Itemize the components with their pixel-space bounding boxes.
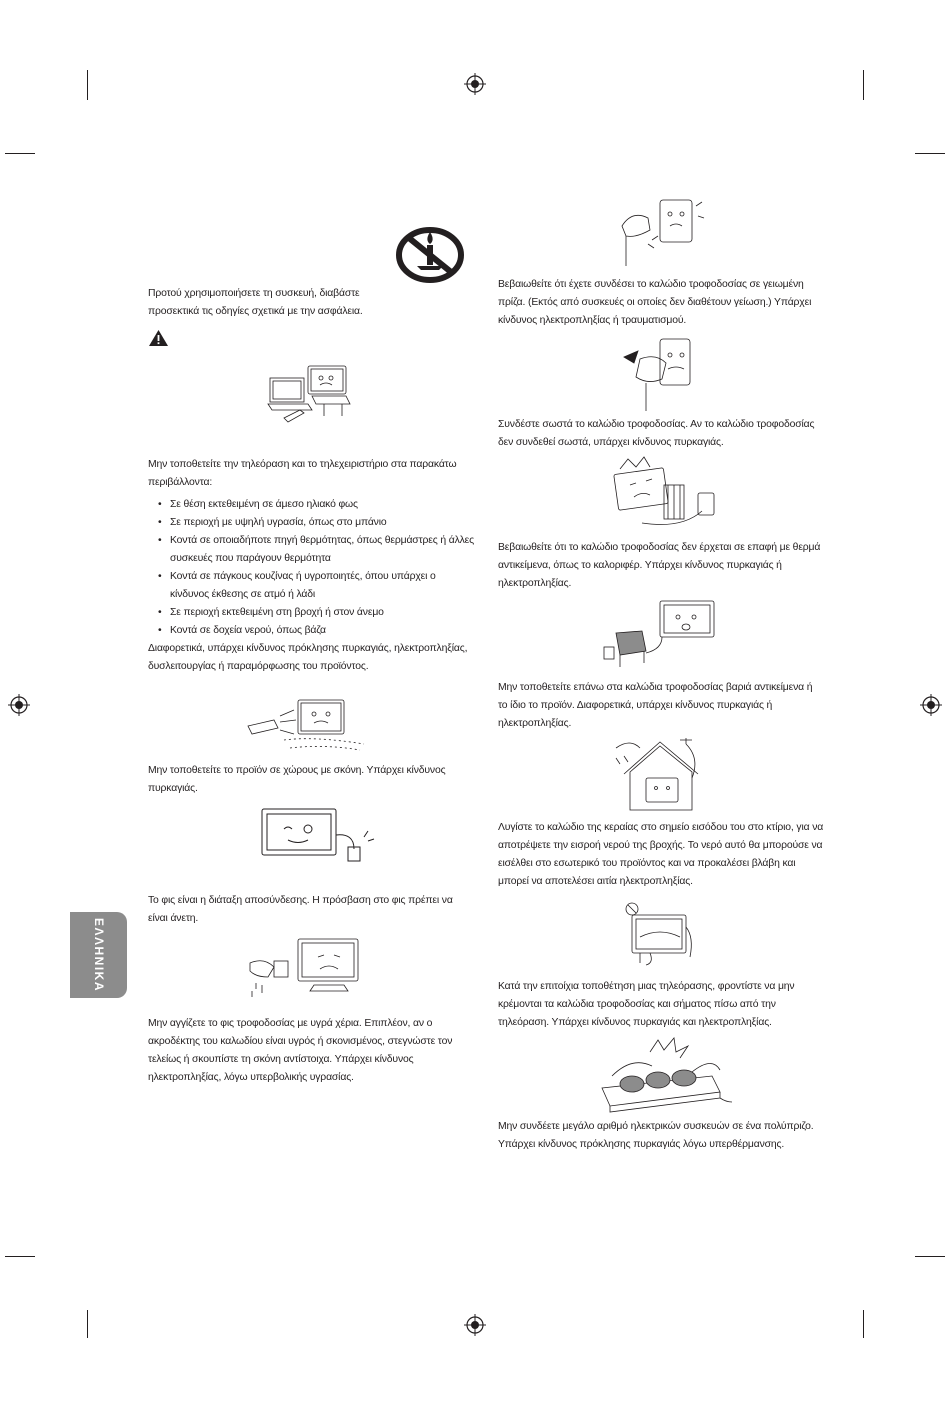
list-item: • Κοντά σε οποιαδήποτε πηγή θερμότητας, όπως θερμάστρες ή άλλες συσκευές που παράγουν θερμότητα xyxy=(148,532,474,568)
grounded-outlet-illustration xyxy=(612,196,706,270)
heavy-objects-text: Μην τοποθετείτε επάνω στα καλώδια τροφοδοσίας βαριά αντικείμενα ή το ίδιο το προϊόν. Διαφορετικά, υπάρχει κίνδυνος πυρκαγιάς ή ηλεκτροπληξίας. xyxy=(498,682,813,729)
dust-text: Μην τοποθετείτε το προϊόν σε χώρους με σκόνη. Υπάρχει κίνδυνος πυρκαγιάς. xyxy=(148,765,446,794)
wall-mount-illustration xyxy=(620,897,700,967)
tv-remote-environment-illustration xyxy=(264,360,354,430)
wet-hands-text: Μην αγγίζετε το φις τροφοδοσίας με υγρά χέρια. Επιπλέον, αν ο ακροδέκτης του καλωδίου είναι υγρός ή σκονισμένος, στεγνώστε τον τελείως ή σκουπίστε τη σκόνη αντίστοιχα. Υπάρχει κίνδυνος ηλεκτροπληξίας, λόγω υπερβολικής υγρασίας. xyxy=(148,1018,453,1083)
plug-access-text: Το φις είναι η διάταξη αποσύνδεσης. Η πρόσβαση στο φις πρέπει να είναι άνετη. xyxy=(148,895,453,924)
crop-mark xyxy=(87,1310,88,1338)
registration-mark-icon xyxy=(464,73,486,95)
power-strip-illustration xyxy=(592,1036,732,1116)
language-tab-label: ΕΛΛΗΝΙΚΑ xyxy=(91,917,106,993)
crop-mark xyxy=(5,1256,35,1257)
list-item: • Σε περιοχή εκτεθειμένη στη βροχή ή στον άνεμο xyxy=(148,604,474,622)
crop-mark xyxy=(863,1310,864,1338)
hot-objects-illustration xyxy=(602,455,722,535)
registration-mark-icon xyxy=(8,694,30,716)
crop-mark xyxy=(915,153,945,154)
power-strip-text: Μην συνδέετε μεγάλο αριθμό ηλεκτρικών συσκευών σε ένα πολύπριζο. Υπάρχει κίνδυνος πρόκλησης πυρκαγιάς λόγω υπερθέρμανσης. xyxy=(498,1121,814,1150)
plug-access-illustration xyxy=(250,805,380,869)
no-candle-icon xyxy=(395,226,465,284)
heavy-objects-illustration xyxy=(602,597,722,673)
env-outro-text: Διαφορετικά, υπάρχει κίνδυνος πρόκλησης πυρκαγιάς, ηλεκτροπληξίας, δυσλειτουργίας ή παραμόρφωσης του προϊόντος. xyxy=(148,643,468,672)
crop-mark xyxy=(915,1256,945,1257)
list-item: • Κοντά σε πάγκους κουζίνας ή υγροποιητές, όπου υπάρχει ο κίνδυνος έκθεσης σε ατμό ή λάδι xyxy=(148,568,474,604)
connect-correctly-text: Συνδέστε σωστά το καλώδιο τροφοδοσίας. Αν το καλώδιο τροφοδοσίας δεν συνδεθεί σωστά, υπάρχει κίνδυνος πυρκαγιάς. xyxy=(498,419,815,448)
warning-icon xyxy=(148,329,169,347)
wet-hands-illustration xyxy=(244,933,374,1003)
antenna-text: Λυγίστε το καλώδιο της κεραίας στο σημείο εισόδου του στο κτίριο, για να αποτρέψετε την εισροή νερού της βροχής. Το νερό αυτό θα μπορούσε να εισέλθει στο εσωτερικό του προϊόντος και να προκαλέσει βλάβη και μπορεί να αποτελέσει αιτία ηλεκτροπληξίας. xyxy=(498,822,824,887)
intro-text: Προτού χρησιμοποιήσετε τη συσκευή, διαβάστε προσεκτικά τις οδηγίες σχετικά με την ασφάλεια. xyxy=(148,288,363,317)
registration-mark-icon xyxy=(464,1314,486,1336)
hot-objects-text: Βεβαιωθείτε ότι το καλώδιο τροφοδοσίας δεν έρχεται σε επαφή με θερμά αντικείμενα, όπως το καλοριφέρ. Υπάρχει κίνδυνος πυρκαγιάς ή ηλεκτροπληξίας. xyxy=(498,542,821,589)
crop-mark xyxy=(863,70,864,100)
registration-mark-icon xyxy=(920,694,942,716)
antenna-house-illustration xyxy=(610,738,710,814)
wall-mount-text: Κατά την επιτοίχια τοποθέτηση μιας τηλεόρασης, φροντίστε να μην κρέμονται τα καλώδια τροφοδοσίας και σήματος πίσω από την τηλεόραση. Υπάρχει κίνδυνος πυρκαγιάς και ηλεκτροπληξίας. xyxy=(498,981,795,1028)
env-intro-text: Μην τοποθετείτε την τηλεόραση και το τηλεχειριστήριο στα παρακάτω περιβάλλοντα: xyxy=(148,459,457,488)
grounded-text: Βεβαιωθείτε ότι έχετε συνδέσει το καλώδιο τροφοδοσίας σε γειωμένη πρίζα. (Εκτός από συσκευές οι οποίες δεν διαθέτουν γείωση.) Υπάρχει κίνδυνος ηλεκτροπληξίας ή τραυματισμού. xyxy=(498,279,812,326)
crop-mark xyxy=(87,70,88,100)
connect-plug-illustration xyxy=(616,333,698,413)
environment-list xyxy=(148,496,474,640)
crop-mark xyxy=(5,153,35,154)
language-tab xyxy=(70,912,127,998)
list-item: • Σε περιοχή με υψηλή υγρασία, όπως στο μπάνιο xyxy=(148,514,474,532)
list-item: • Σε θέση εκτεθειμένη σε άμεσο ηλιακό φως xyxy=(148,496,474,514)
list-item: • Κοντά σε δοχεία νερού, όπως βάζα xyxy=(148,622,474,640)
dust-illustration xyxy=(244,690,368,754)
